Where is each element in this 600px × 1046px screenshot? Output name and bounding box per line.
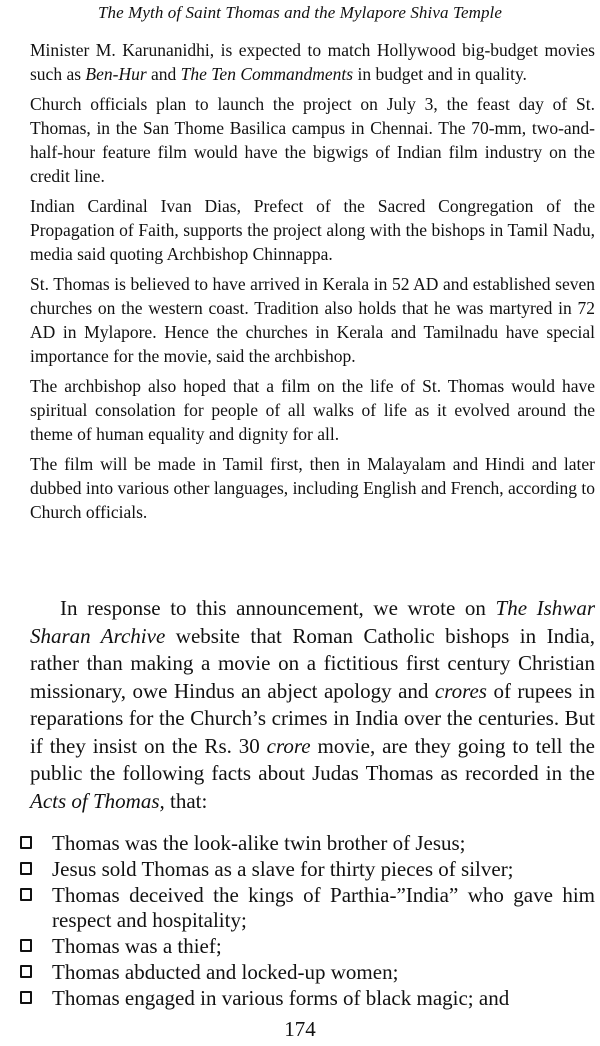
list-item [18,883,595,933]
square-bullet-icon [20,939,32,952]
body-text-run: website that Roman Catholic bishops in India, rather than making a movie on a fictitious first century Christian missionary, owe Hindus an abject apology and [30,623,595,703]
list-item [18,857,595,882]
list-item-text: Thomas abducted and locked-up women; [52,960,399,984]
list-item-text: Jesus sold Thomas as a slave for thirty pieces of silver; [52,857,514,881]
list-item [18,934,595,959]
quote-text: in budget and in quality. [353,64,527,84]
square-bullet-icon [20,862,32,875]
list-item-text: Thomas engaged in various forms of black magic; and [52,986,510,1010]
square-bullet-icon [20,836,32,849]
movie-title-ten-commandments: The Ten Commandments [180,64,354,84]
running-header: The Myth of Saint Thomas and the Mylapore Shiva Temple [97,3,503,22]
body-text [30,595,595,815]
square-bullet-icon [20,888,32,901]
quote-paragraph-2: Church officials plan to launch the project on July 3, the feast day of St. Thomas, in the San Thome Basilica campus in Chennai. The 70-mm, two-and-half-hour feature film would have the bigwigs of Indian film industry on the credit line. [30,94,595,186]
bullet-list [18,831,595,1012]
list-item-text: Thomas was a thief; [52,934,222,958]
acts-of-thomas-title: Acts of Thomas, [30,788,165,813]
body-paragraph [30,595,595,815]
quote-paragraph-5: The archbishop also hoped that a film on the life of St. Thomas would have spiritual consolation for people of all walks of life as it evolved around the theme of human equality and dignity for all. [30,376,595,444]
block-quote [30,38,595,530]
body-text-run: In response to this announcement, we wrote on [60,596,496,620]
quote-text: Minister M. Karunanidhi, is expected to match Hollywood big-budget movies such as [30,40,595,84]
quote-text: and [146,64,181,84]
crore-term: crore [266,733,311,758]
quote-paragraph-4: St. Thomas is believed to have arrived in Kerala in 52 AD and established seven churches on the western coast. Tradition also holds that he was martyred in 72 AD in Mylapore. Hence the churches in Kerala and Tamilnadu have special importance for the movie, said the archbishop. [30,274,595,366]
list-item [18,960,595,985]
movie-title-ben-hur: Ben-Hur [85,64,147,84]
crores-term: crores [434,678,487,703]
page-number: 174 [284,1017,316,1041]
archive-name: The Ishwar Sharan Archive [30,596,595,648]
quote-paragraph-1 [30,38,595,86]
quote-paragraph-3: Indian Cardinal Ivan Dias, Prefect of the Sacred Congregation of the Propagation of Faith, supports the project along with the bishops in Tamil Nadu, media said quoting Archbishop Chinnappa. [30,196,595,264]
body-text-run: movie, are they going to tell the public the following facts about Judas Thomas as recorded in the [30,733,595,785]
list-item [18,831,595,856]
list-item [18,986,595,1011]
body-text-run: of rupees in reparations for the Church’s crimes in India over the centuries. But if they insist on the Rs. 30 [30,678,596,758]
quote-paragraph-6: The film will be made in Tamil first, then in Malayalam and Hindi and later dubbed into various other languages, including English and French, according to Church officials. [30,454,595,522]
body-text-run: that: [164,788,208,813]
square-bullet-icon [20,991,32,1004]
square-bullet-icon [20,965,32,978]
list-item-text: Thomas was the look-alike twin brother of Jesus; [52,831,466,855]
list-item-text: Thomas deceived the kings of Parthia-”India” who gave him respect and hospitality; [52,883,595,932]
